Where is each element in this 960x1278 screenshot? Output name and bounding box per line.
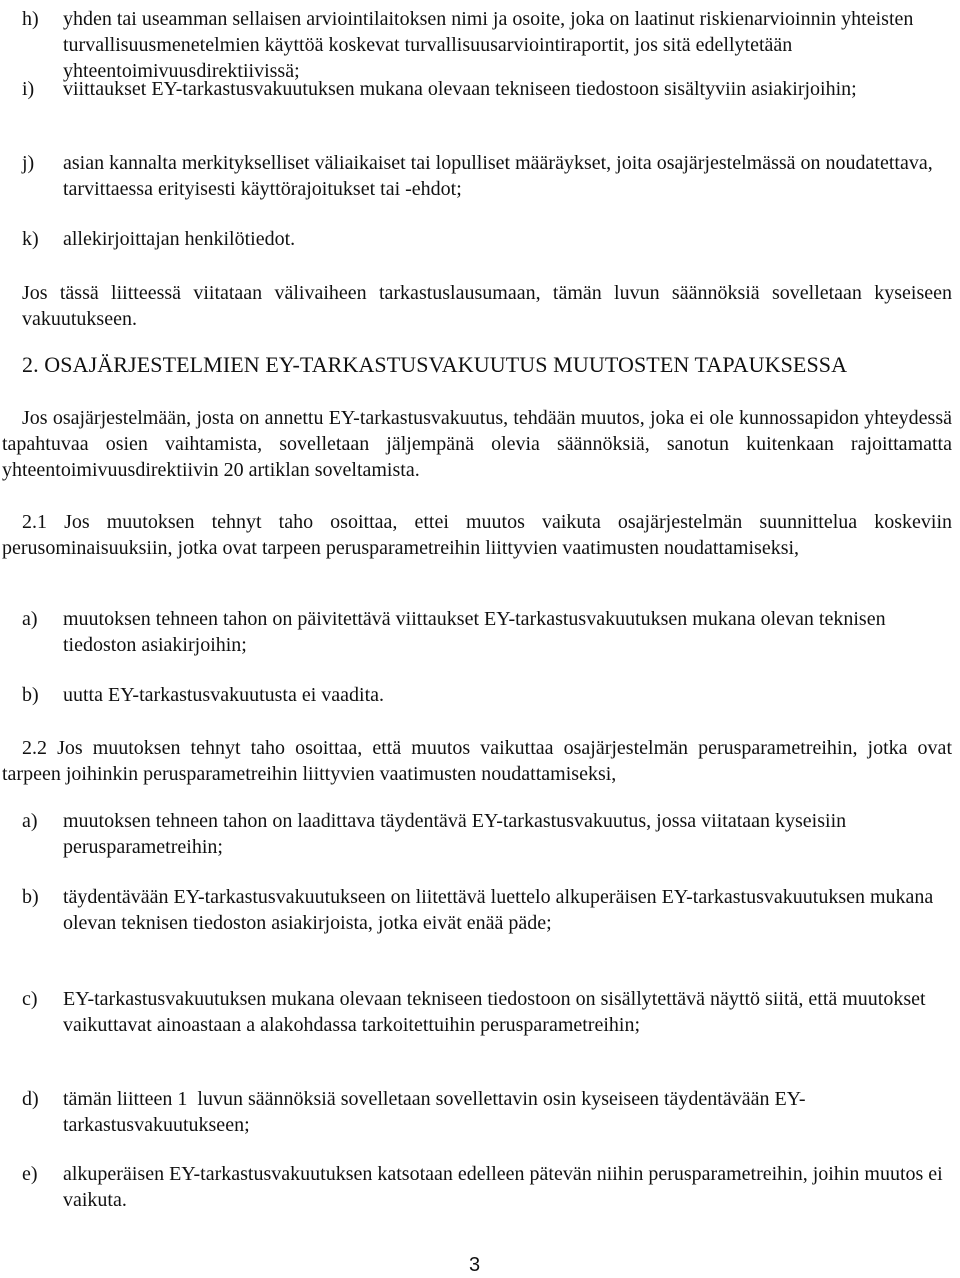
list-item-2-2-b: [22, 884, 952, 936]
page-number: 3: [469, 1254, 481, 1276]
list-marker: a): [22, 810, 38, 832]
list-text: allekirjoittajan henkilötiedot.: [63, 228, 296, 250]
list-marker: h): [22, 8, 39, 30]
list-marker: j): [22, 152, 35, 174]
list-marker: d): [22, 1088, 39, 1110]
list-text: tämän liitteen 1 luvun säännöksiä sovelletaan sovellettavin osin kyseiseen täydentävään EY-tarkastusvakuutukseen;: [63, 1088, 806, 1136]
list-text: yhden tai useamman sellaisen arviointilaitoksen nimi ja osoite, joka on laatinut riskienarvioinnin yhteisten turvallisuusmenetelmien käyttöä koskevat turvallisuusarviointiraportit, jos sitä edellytetään yhteentoimivuusdirektiivissä;: [63, 8, 914, 82]
list-item-2-1-a: [22, 606, 952, 658]
list-text: asian kannalta merkitykselliset väliaikaiset tai lopulliset määräykset, joita osajärjestelmässä on noudatettava, tarvittaessa erityisesti käyttörajoitukset tai -ehdot;: [63, 152, 933, 200]
list-marker: i): [22, 78, 35, 100]
list-item-j: [22, 150, 952, 202]
list-item-2-2-a: [22, 808, 952, 860]
list-marker: c): [22, 988, 38, 1010]
paragraph-intermediate-statement: Jos tässä liitteessä viitataan välivaiheen tarkastuslausumaan, tämän luvun säännöksiä sovelletaan kyseiseen vakuutukseen.: [22, 282, 952, 330]
list-item-2-2-d: [22, 1086, 952, 1138]
list-item-2-2-c: [22, 986, 952, 1038]
paragraph-section-intro: Jos osajärjestelmään, josta on annettu EY-tarkastusvakuutus, tehdään muutos, joka ei ole kunnossapidon yhteydessä tapahtuvaa osien vaihtamista, sovelletaan jäljempänä olevia säännöksiä, sanotun kuitenkaan rajoittamatta yhteentoimivuusdirektiivin 20 artiklan soveltamista.: [2, 407, 952, 481]
list-marker: k): [22, 228, 39, 250]
paragraph-2-2: 2.2 Jos muutoksen tehnyt taho osoittaa, että muutos vaikuttaa osajärjestelmän perusparametreihin, jotka ovat tarpeen joihinkin perusparametreihin liittyvien vaatimusten noudattamiseksi,: [2, 737, 952, 785]
list-marker: e): [22, 1163, 38, 1185]
list-text: alkuperäisen EY-tarkastusvakuutuksen katsotaan edelleen pätevän niihin perusparametreihin, joihin muutos ei vaikuta.: [63, 1163, 943, 1211]
list-item-i: [22, 76, 952, 102]
list-item-2-2-e: [22, 1161, 952, 1213]
list-text: täydentävään EY-tarkastusvakuutukseen on liitettävä luettelo alkuperäisen EY-tarkastusvakuutuksen mukana olevan teknisen tiedoston asiakirjoista, jotka eivät enää päde;: [63, 886, 934, 934]
list-item-h: [22, 6, 952, 84]
list-text: uutta EY-tarkastusvakuutusta ei vaadita.: [63, 684, 385, 706]
list-item-2-1-b: [22, 682, 952, 708]
list-text: EY-tarkastusvakuutuksen mukana olevaan tekniseen tiedostoon on sisällytettävä näyttö siitä, että muutokset vaikuttavat ainoastaan a alakohdassa tarkoitettuihin perusparametreihin;: [63, 988, 926, 1036]
list-marker: b): [22, 886, 39, 908]
list-item-k: [22, 226, 952, 252]
list-text: viittaukset EY-tarkastusvakuutuksen mukana olevaan tekniseen tiedostoon sisältyviin asiakirjoihin;: [63, 78, 857, 100]
list-text: muutoksen tehneen tahon on päivitettävä viittaukset EY-tarkastusvakuutuksen mukana olevan teknisen tiedoston asiakirjoihin;: [63, 608, 886, 656]
list-marker: b): [22, 684, 39, 706]
section-heading: 2. OSAJÄRJESTELMIEN EY-TARKASTUSVAKUUTUS MUUTOSTEN TAPAUKSESSA: [22, 352, 848, 377]
list-text: muutoksen tehneen tahon on laadittava täydentävä EY-tarkastusvakuutus, jossa viitataan kyseisiin perusparametreihin;: [63, 810, 847, 858]
list-marker: a): [22, 608, 38, 630]
paragraph-2-1: 2.1 Jos muutoksen tehnyt taho osoittaa, ettei muutos vaikuta osajärjestelmän suunnittelua koskeviin perusominaisuuksiin, jotka ovat tarpeen perusparametreihin liittyvien vaatimusten noudattamiseksi,: [2, 511, 952, 559]
